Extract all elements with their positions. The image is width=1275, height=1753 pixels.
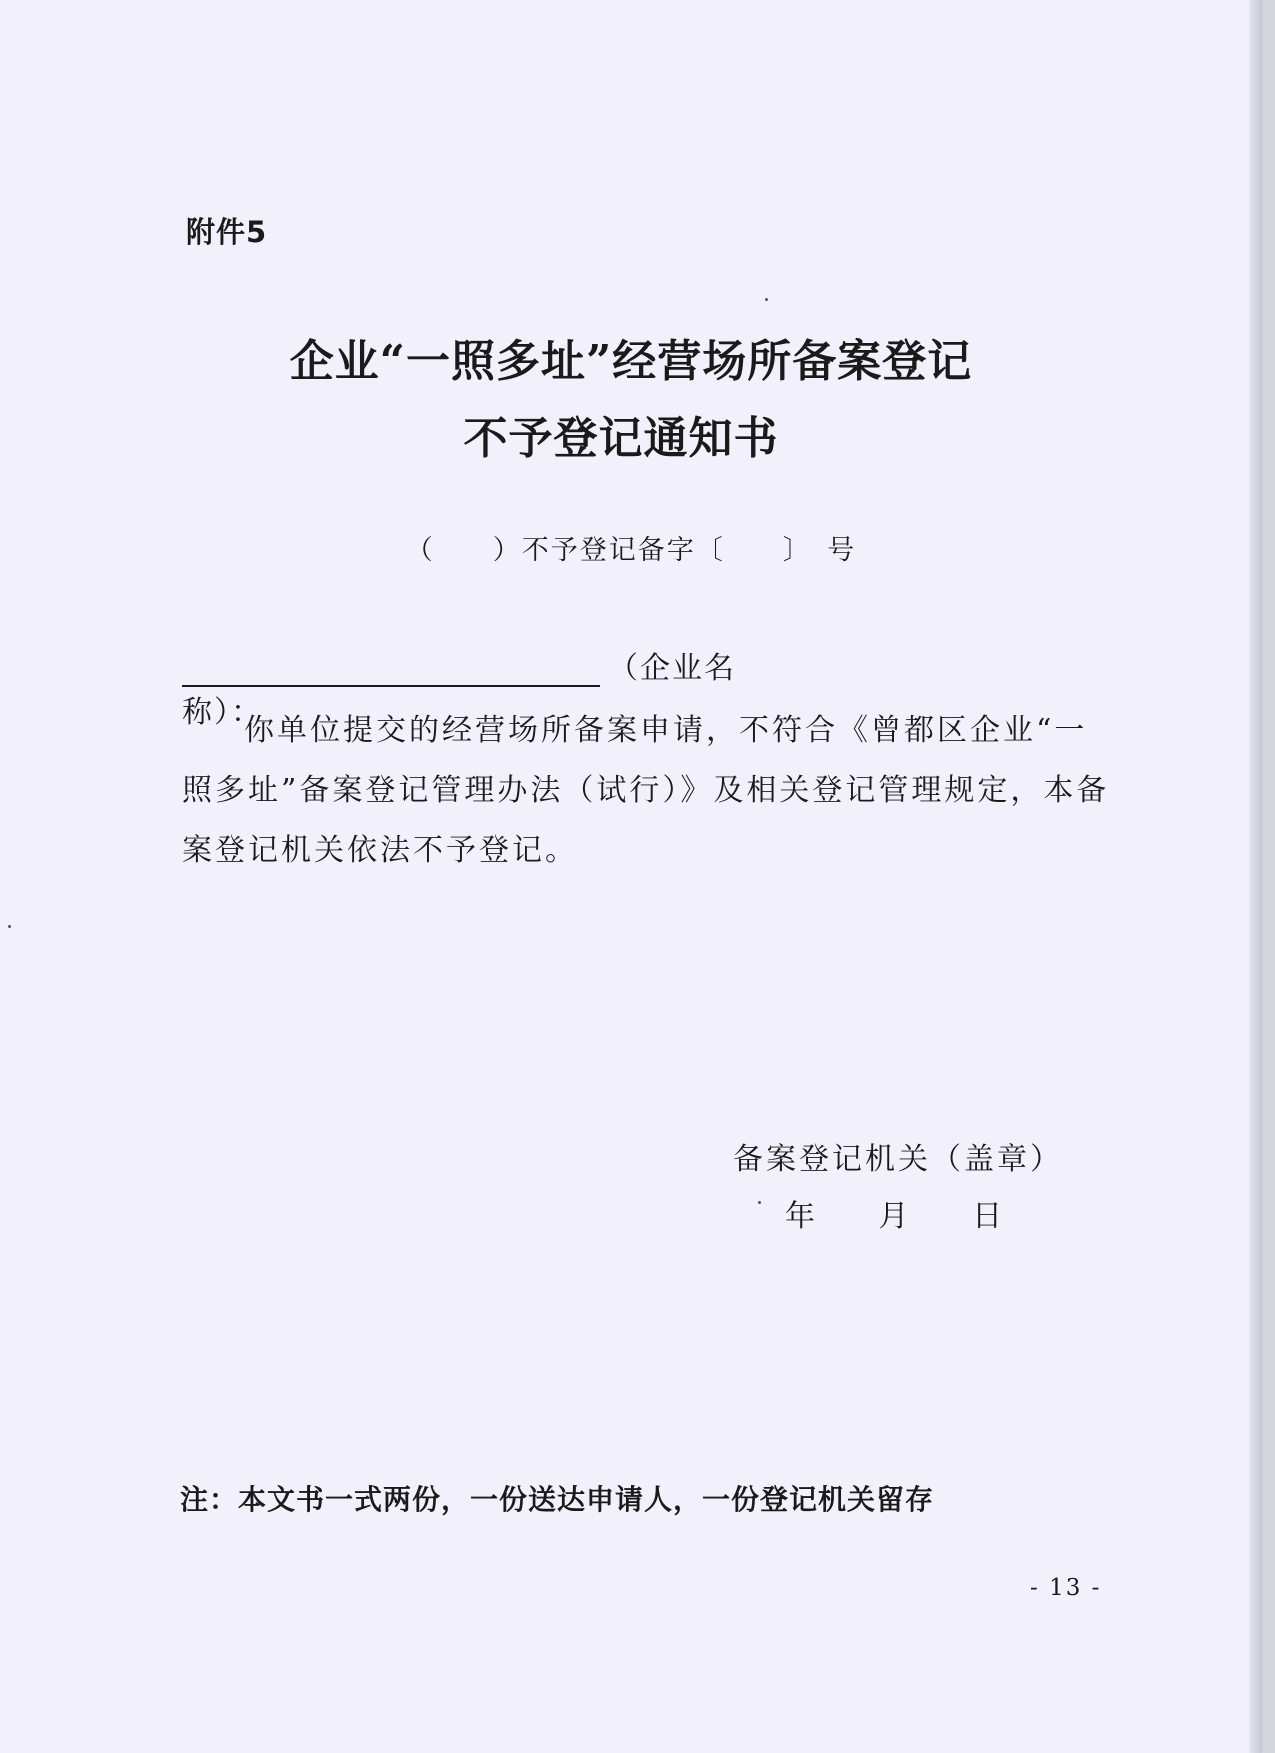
notice-body: 你单位提交的经营场所备案申请，不符合《曾都区企业“一照多址”备案登记管理办法（试行）》及相关登记管理规定，本备案登记机关依法不予登记。 [182, 713, 1110, 868]
scan-speck [8, 925, 11, 928]
date-year: 年 [785, 1199, 815, 1234]
attachment-label: 附件5 [186, 215, 268, 249]
addressee-suffix: （企业名称）： [182, 651, 736, 730]
footnote: 注：本文书一式两份，一份送达申请人，一份登记机关留存 [180, 1483, 935, 1516]
document-number: （ ）不予登记备字〔 〕 号 [405, 535, 857, 566]
registration-authority-seal: 备案登记机关（盖章） [733, 1142, 1063, 1177]
scan-speck [765, 298, 768, 301]
document-title-line-1: 企业“一照多址”经营场所备案登记 [289, 336, 973, 387]
scan-edge-shadow [1249, 0, 1262, 1753]
page-number: - 13 - [1030, 1575, 1102, 1601]
scan-speck [758, 1201, 761, 1204]
date-day: 日 [972, 1199, 1003, 1234]
company-name-blank [182, 655, 600, 687]
date-month: 月 [878, 1199, 909, 1234]
date-line [785, 1191, 1002, 1235]
document-title-line-2: 不予登记通知书 [463, 413, 779, 464]
